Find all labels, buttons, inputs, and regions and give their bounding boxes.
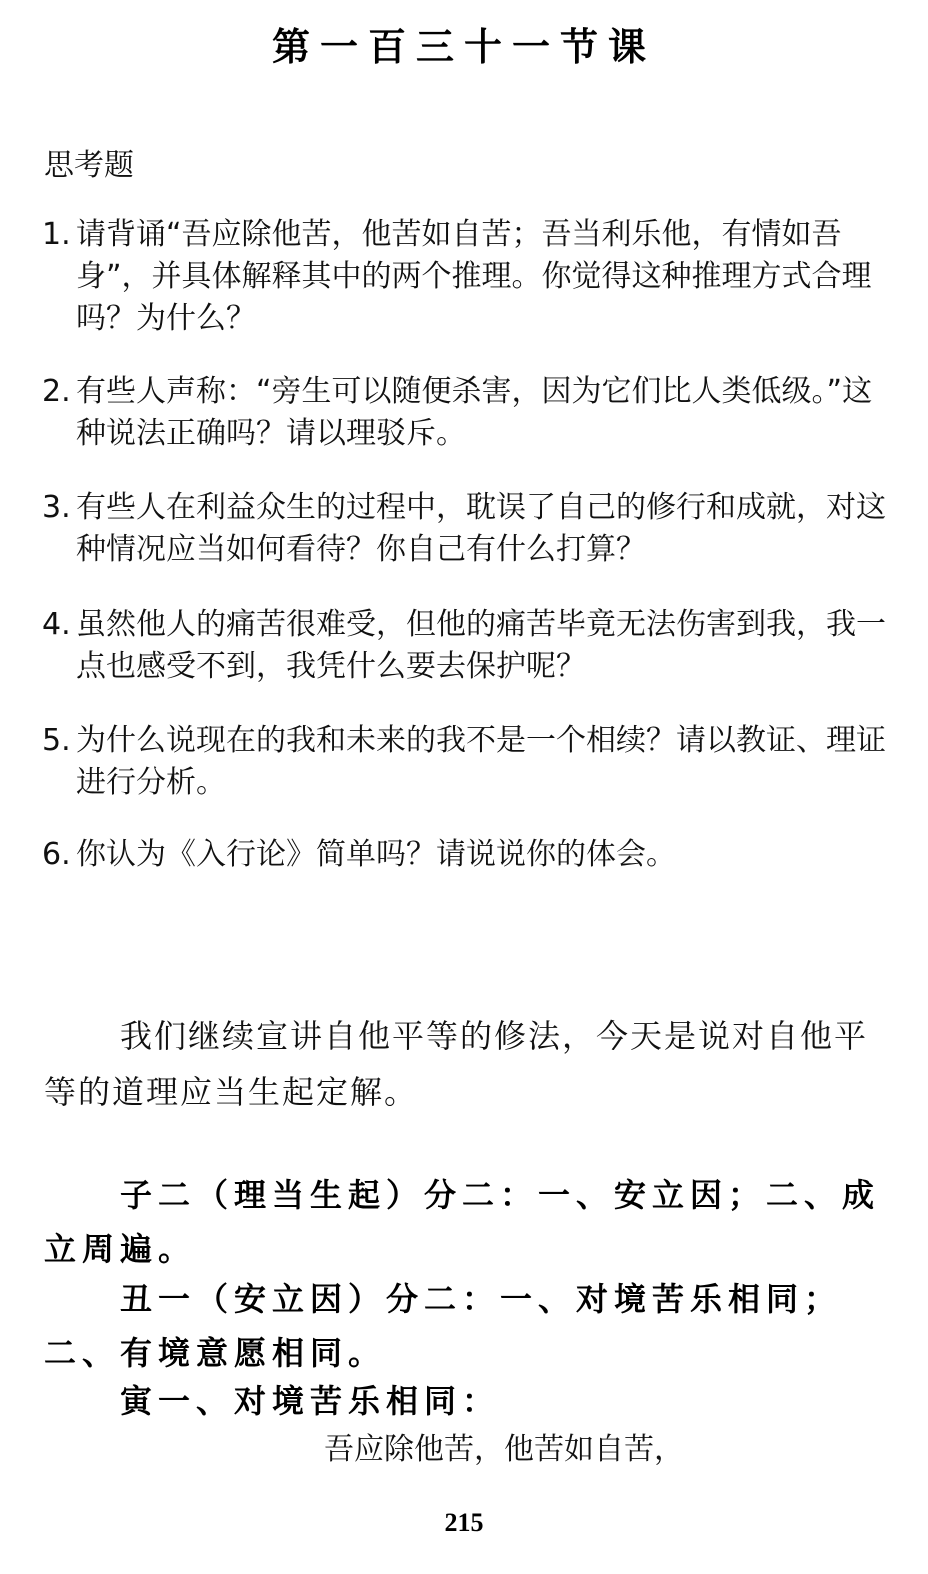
question-number: 5. [42,723,71,758]
lesson-title: 第一百三十一节课 [271,24,656,69]
questions-heading: 思考题 [44,148,134,183]
outline-heading-2: 丑一（安立因）分二：一、对境苦乐相同；二、有境意愿相同。 [44,1280,843,1372]
question-item [42,214,890,340]
question-item [42,604,890,688]
question-item [42,371,890,455]
question-text: 有些人在利益众生的过程中，耽误了自己的修行和成就，对这种情况应当如何看待？你自己有什么打算？ [76,490,886,567]
question-number: 1. [42,217,71,252]
verse-line: 吾应除他苦，他苦如自苦， [324,1432,684,1467]
page-number: 215 [444,1508,484,1537]
question-item [42,487,890,571]
outline-heading-1: 子二（理当生起）分二：一、安立因；二、成立周遍。 [44,1176,881,1268]
question-number: 3. [42,490,71,525]
question-item [42,834,676,876]
outline-heading-3: 寅一、对境苦乐相同： [120,1382,501,1420]
question-number: 6. [42,837,71,872]
question-number: 4. [42,607,71,642]
question-item [42,720,890,804]
question-text: 你认为《入行论》简单吗？请说说你的体会。 [76,837,676,872]
question-text: 请背诵“吾应除他苦，他苦如自苦；吾当利乐他，有情如吾身”，并具体解释其中的两个推理。你觉得这种推理方式合理吗？为什么？ [76,217,872,336]
intro-paragraph: 我们继续宣讲自他平等的修法，今天是说对自他平等的道理应当生起定解。 [44,1017,869,1111]
question-text: 有些人声称：“旁生可以随便杀害，因为它们比人类低级。”这种说法正确吗？请以理驳斥。 [76,374,873,451]
question-text: 为什么说现在的我和未来的我不是一个相续？请以教证、理证进行分析。 [76,723,886,800]
question-number: 2. [42,374,71,409]
question-text: 虽然他人的痛苦很难受，但他的痛苦毕竟无法伤害到我，我一点也感受不到，我凭什么要去保护呢？ [76,607,886,684]
